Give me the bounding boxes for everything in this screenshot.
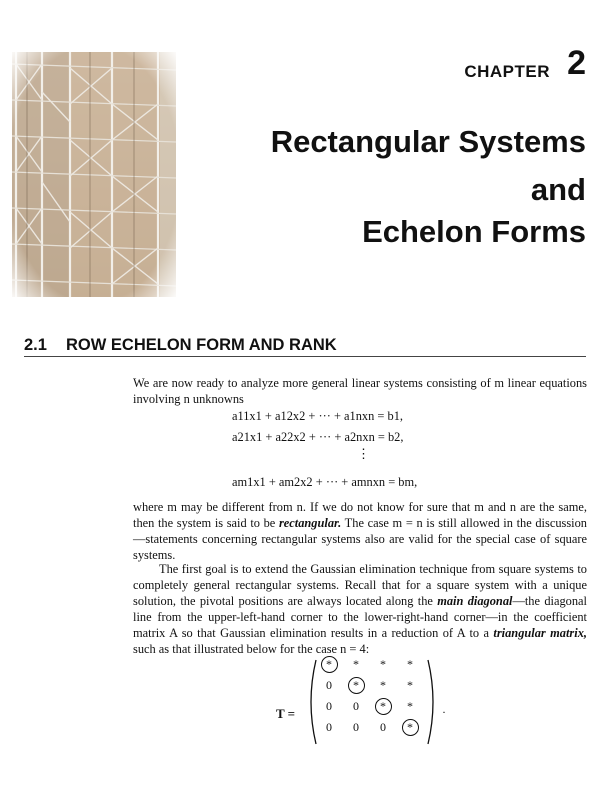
matrix-label: T = [276, 706, 296, 721]
section-number: 2.1 [24, 336, 47, 354]
term-triangular-matrix: triangular matrix, [493, 626, 587, 640]
section-title: ROW ECHELON FORM AND RANK [66, 336, 337, 354]
pivot-circle [348, 677, 365, 694]
intro-paragraph [133, 375, 587, 407]
matrix-cell: * [380, 657, 386, 671]
matrix-cell: * [380, 678, 386, 692]
para3-text-c: such as that illustrated below for the case n = 4: [133, 642, 370, 656]
matrix-cell: 0 [326, 699, 332, 713]
matrix-cell: 0 [353, 699, 359, 713]
para3-text-a: The first goal is to extend the Gaussian elimination technique from square systems to completely general rectangular systems. Recall that for a square system with a unique solution, the pivotal positions are always located along the [133, 562, 587, 608]
matrix-cell: * [353, 678, 359, 692]
gaussian-paragraph [133, 561, 587, 657]
matrix-cell: * [407, 657, 413, 671]
chapter-title-line-1: Rectangular Systems [270, 124, 586, 159]
pivot-circle [375, 698, 392, 715]
rectangular-paragraph [133, 499, 587, 563]
matrix-cell: * [326, 657, 332, 671]
matrix-cell: 0 [380, 720, 386, 734]
matrix-cell: * [407, 720, 413, 734]
chapter-title-line-2: and [530, 172, 586, 207]
triangular-matrix [276, 656, 446, 748]
pivot-circle [402, 719, 419, 736]
vertical-ellipsis: ⋮ [357, 446, 370, 461]
chapter-number: 2 [567, 44, 586, 82]
matrix-cell: * [353, 657, 359, 671]
chapter-title-line-3: Echelon Forms [362, 214, 586, 249]
intro-text: We are now ready to analyze more general linear systems consisting of m linear equations involving n unknowns [133, 376, 587, 406]
equation-row-2: a21x1 + a22x2 + ··· + a2nxn = b2, [232, 430, 404, 444]
matrix-cell: * [407, 699, 413, 713]
matrix-cell: 0 [326, 678, 332, 692]
matrix-trailing-period: . [442, 702, 446, 716]
term-main-diagonal: main diagonal [437, 594, 513, 608]
matrix-cell: * [380, 699, 386, 713]
equation-row-1: a11x1 + a12x2 + ··· + a1nxn = b1, [232, 409, 403, 423]
matrix-cell: 0 [353, 720, 359, 734]
section-rule [24, 356, 586, 357]
pivot-circle [321, 656, 338, 673]
term-rectangular: rectangular. [278, 516, 342, 530]
scaffolding-photo [12, 52, 176, 297]
matrix-cell: * [407, 678, 413, 692]
para2-text-a: where m may be different from n. If we do not know for sure that m and n are the same, then the system is said to be [133, 500, 587, 530]
para2-text-b: The case m = n is still allowed in the discussion—statements concerning rectangular systems also are valid for the special case of square systems. [133, 516, 587, 562]
section-heading [24, 336, 337, 355]
chapter-label: CHAPTER [464, 62, 550, 81]
equation-row-m: am1x1 + am2x2 + ··· + amnxn = bm, [232, 475, 418, 489]
para3-text-b: —the diagonal line from the upper-left-hand corner to the lower-right-hand corner—in the coefficient matrix A so that Gaussian elimination results in a reduction of A to a [133, 594, 587, 640]
matrix-cell: 0 [326, 720, 332, 734]
